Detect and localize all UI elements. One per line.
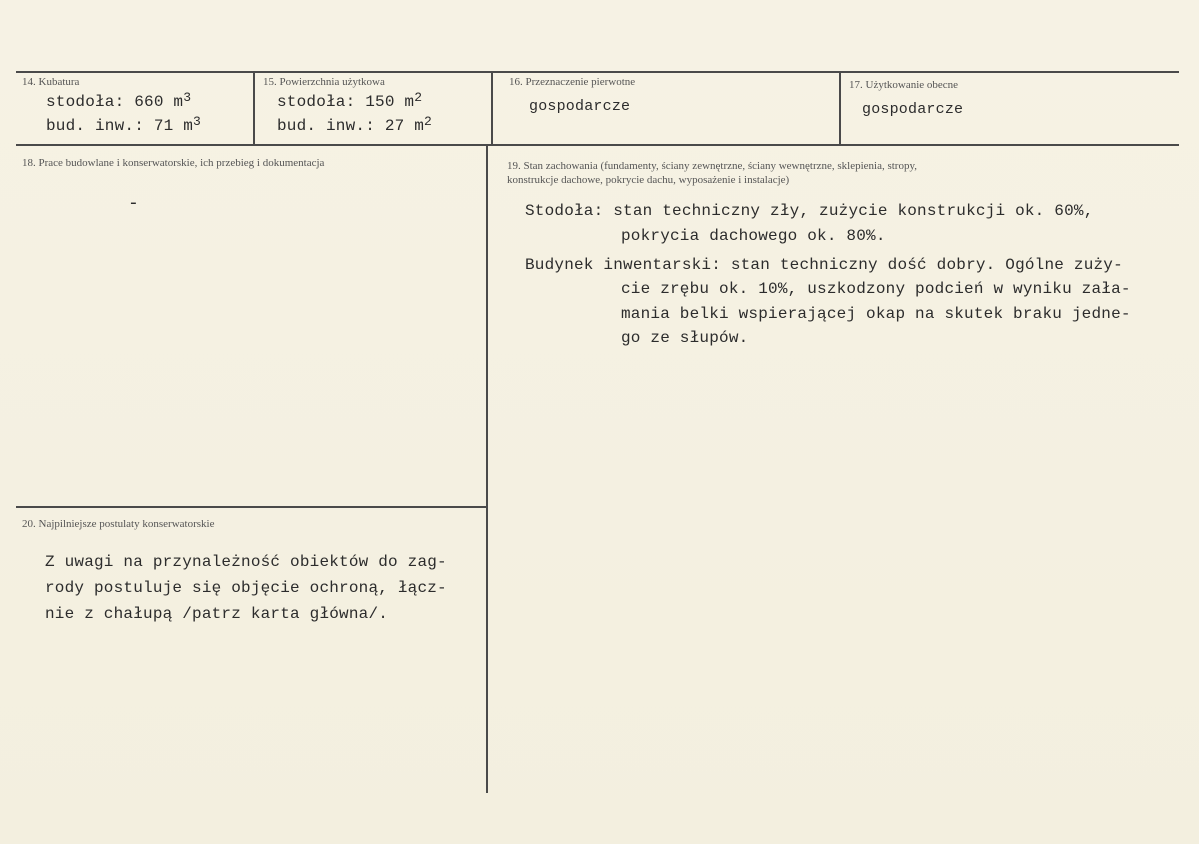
powierzchnia-line1-exponent: 2 xyxy=(414,90,423,105)
row1-bottom-rule xyxy=(16,144,1179,146)
divider-14-15 xyxy=(253,72,255,144)
stan-line-5: mania belki wspierającej okap na skutek braku jedne- xyxy=(621,305,1131,323)
stan-line-6: go ze słupów. xyxy=(621,329,749,347)
stan-line-3: Budynek inwentarski: stan techniczny dość dobry. Ogólne zuży- xyxy=(525,256,1123,274)
prace-label: 18. Prace budowlane i konserwatorskie, ich przebieg i dokumentacja xyxy=(22,157,325,169)
prace-value: - xyxy=(128,194,140,214)
main-column-divider xyxy=(486,145,488,793)
stan-label-line1: 19. Stan zachowania (fundamenty, ściany zewnętrzne, ściany wewnętrzne, sklepienia, stropy, xyxy=(507,160,918,172)
uzytkowanie-label: 17. Użytkowanie obecne xyxy=(849,79,959,91)
kubatura-line1-exponent: 3 xyxy=(183,90,192,105)
przeznaczenie-value: gospodarcze xyxy=(529,98,631,115)
top-rule xyxy=(16,71,1179,73)
stan-line-1: Stodoła: stan techniczny zły, zużycie konstrukcji ok. 60%, xyxy=(525,202,1094,220)
przeznaczenie-label: 16. Przeznaczenie pierwotne xyxy=(509,76,636,88)
postulaty-line-2: rody postuluje się objęcie ochroną, łącz- xyxy=(45,579,447,597)
stan-line-4: cie zrębu ok. 10%, uszkodzony podcień w wyniku zała- xyxy=(621,280,1131,298)
uzytkowanie-value: gospodarcze xyxy=(862,101,964,118)
divider-15-16 xyxy=(491,72,493,144)
powierzchnia-line1: stodoła: 150 $m^2$ xyxy=(277,90,423,111)
powierzchnia-line2: bud. inw.: 27 $m^2$ xyxy=(277,114,433,135)
kubatura-line2-exponent: 3 xyxy=(193,114,202,129)
kubatura-line2: bud. inw.: 71 $m^3$ xyxy=(46,114,202,135)
postulaty-label: 20. Najpilniejsze postulaty konserwatorskie xyxy=(22,518,215,530)
postulaty-line-1: Z uwagi na przynależność obiektów do zag- xyxy=(45,553,447,571)
stan-label-line2: konstrukcje dachowe, pokrycie dachu, wyposażenie i instalacje) xyxy=(507,174,790,186)
divider-16-17 xyxy=(839,72,841,144)
kubatura-label: 14. Kubatura xyxy=(22,76,80,88)
section18-bottom-rule xyxy=(16,506,486,508)
powierzchnia-label: 15. Powierzchnia użytkowa xyxy=(263,76,385,88)
powierzchnia-line2-exponent: 2 xyxy=(424,114,433,129)
kubatura-line1: stodoła: 660 $m^3$ xyxy=(46,90,192,111)
stan-line-2: pokrycia dachowego ok. 80%. xyxy=(621,227,886,245)
postulaty-line-3: nie z chałupą /patrz karta główna/. xyxy=(45,605,389,623)
